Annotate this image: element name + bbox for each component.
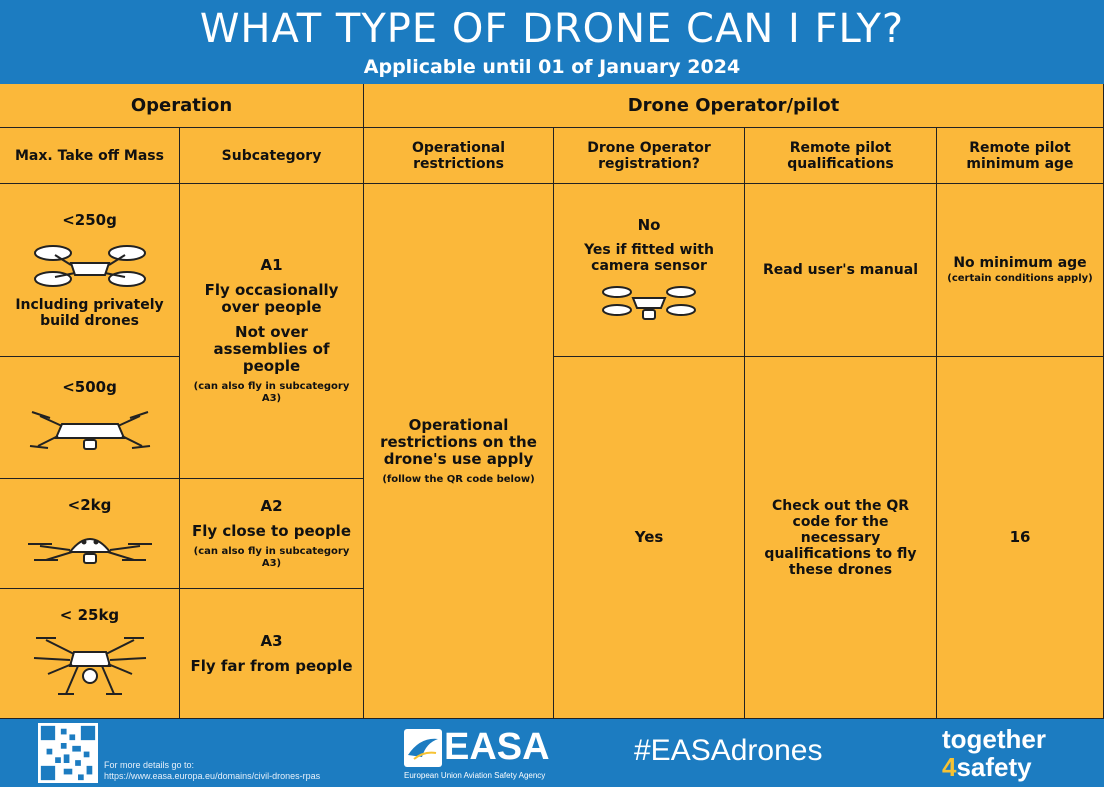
qualifications-text: Check out the QR code for the necessary qualifications to fly these drones <box>764 497 917 578</box>
registration-heavy <box>554 357 745 719</box>
hexacopter-drone-icon <box>26 630 154 702</box>
quadcopter-drone-icon <box>26 520 154 572</box>
together4safety-logo <box>942 725 1046 781</box>
page-title: WHAT TYPE OF DRONE CAN I FLY? <box>199 6 905 52</box>
qr-code-icon[interactable] <box>38 723 98 783</box>
column-header-mass: Max. Take off Mass <box>0 128 180 184</box>
subcategory-a3 <box>180 589 364 719</box>
age-value: No minimum age <box>953 255 1087 271</box>
subcategory-note: (can also fly in subcategory A3) <box>193 381 350 404</box>
mini-drone-icon <box>31 235 149 293</box>
column-header-registration: Drone Operator registration? <box>554 128 745 184</box>
page-subtitle: Applicable until 01 of January 2024 <box>363 56 741 78</box>
easa-tagline: European Union Aviation Safety Agency <box>404 771 546 780</box>
details-link[interactable]: https://www.easa.europa.eu/domains/civil-drones-rpas <box>104 771 321 781</box>
restrictions-text: Operational restrictions on the drone's use apply <box>380 415 537 468</box>
easa-logo <box>404 727 554 783</box>
camera-drone-icon <box>601 280 697 324</box>
mass-row-500g <box>0 357 180 479</box>
registration-answer: No <box>637 215 661 234</box>
four-digit: 4 <box>942 752 957 782</box>
easa-bird-icon <box>404 729 442 767</box>
details-label: For more details go to: <box>104 760 195 770</box>
mass-label: <250g <box>62 211 117 229</box>
mass-note: Including privately build drones <box>15 297 164 329</box>
age-value: 16 <box>1009 528 1031 546</box>
group-header-operator-pilot: Drone Operator/pilot <box>364 84 1104 128</box>
drone-table <box>0 84 1104 719</box>
footer <box>0 719 1104 787</box>
hashtag: #EASAdrones <box>634 734 823 767</box>
age-heavy <box>937 357 1104 719</box>
mass-row-2kg <box>0 479 180 589</box>
restrictions-cell <box>364 184 554 719</box>
restrictions-note: (follow the QR code below) <box>382 473 535 485</box>
subcategory-a1 <box>180 184 364 479</box>
mass-label: < 25kg <box>59 605 120 624</box>
column-header-subcategory: Subcategory <box>180 128 364 184</box>
column-header-age: Remote pilot minimum age <box>937 128 1104 184</box>
registration-light <box>554 184 745 357</box>
age-light <box>937 184 1104 357</box>
registration-condition: Yes if fitted with camera sensor <box>584 241 714 274</box>
age-note: (certain conditions apply) <box>947 273 1093 284</box>
subcategory-description: Fly occasionally over people <box>204 281 339 316</box>
subcategory-description: Fly far from people <box>190 656 353 675</box>
mass-label: <2kg <box>67 495 112 514</box>
together-word: together <box>942 724 1046 754</box>
folding-drone-icon <box>28 402 152 458</box>
registration-answer: Yes <box>634 528 664 546</box>
header <box>0 0 1104 84</box>
safety-word: safety <box>956 752 1032 782</box>
mass-label: <500g <box>62 377 117 396</box>
subcategory-name: A2 <box>260 496 283 515</box>
subcategory-name: A1 <box>260 256 283 274</box>
mass-row-25kg <box>0 589 180 719</box>
subcategory-description: Fly close to people <box>191 521 352 540</box>
qualifications-text: Read user's manual <box>762 262 919 278</box>
details-text <box>104 760 320 782</box>
subcategory-restriction: Not over assemblies of people <box>213 323 330 375</box>
subcategory-name: A3 <box>260 631 283 650</box>
mass-row-250g <box>0 184 180 357</box>
group-header-operation: Operation <box>0 84 364 128</box>
qualifications-heavy <box>745 357 937 719</box>
easa-wordmark: EASA <box>444 726 550 768</box>
subcategory-a2 <box>180 479 364 589</box>
column-header-qualifications: Remote pilot qualifications <box>745 128 937 184</box>
column-header-restrictions: Operational restrictions <box>364 128 554 184</box>
qualifications-light <box>745 184 937 357</box>
subcategory-note: (can also fly in subcategory A3) <box>193 545 350 569</box>
